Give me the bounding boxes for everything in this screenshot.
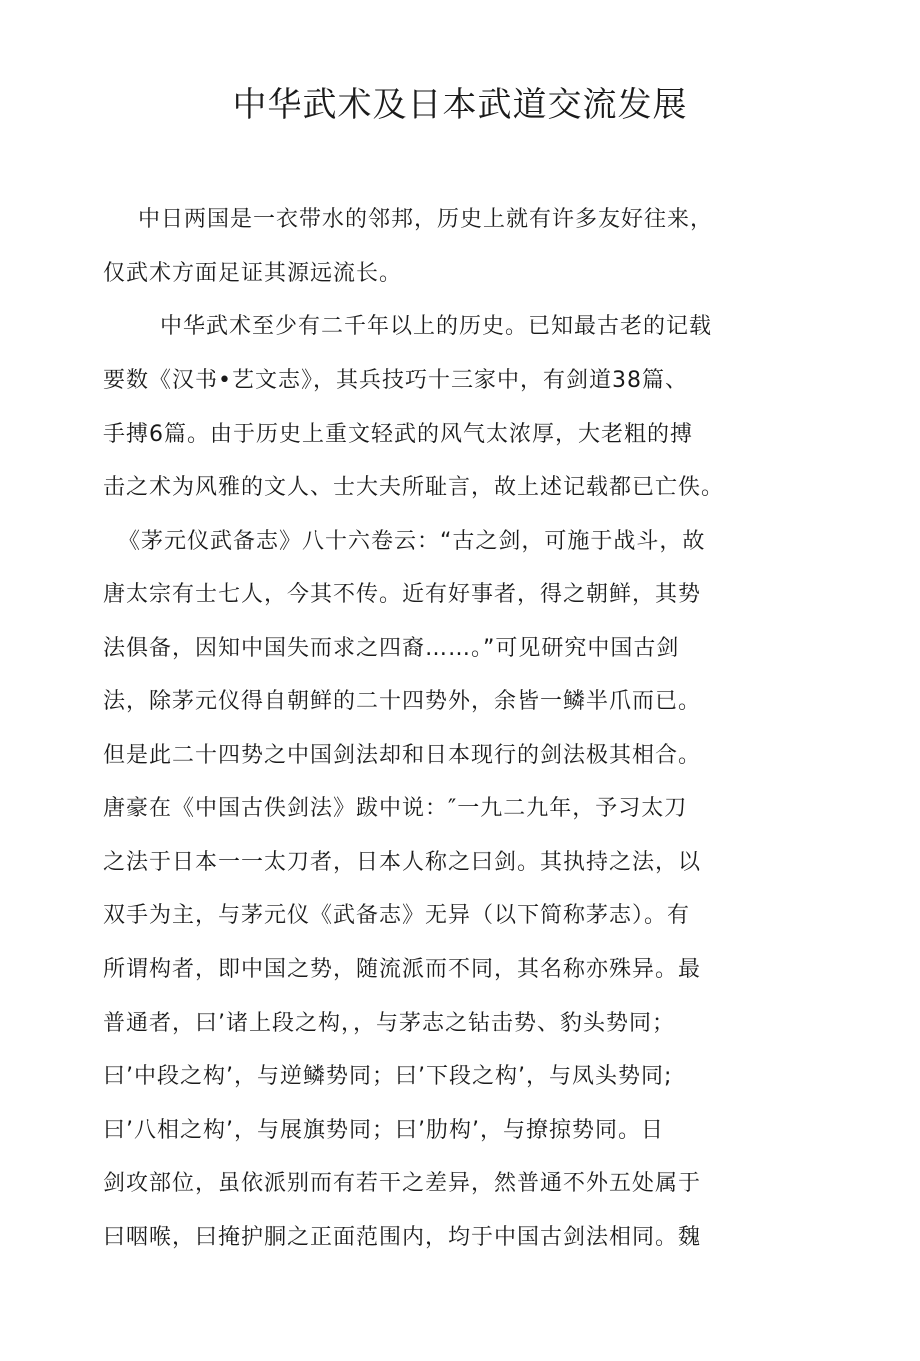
- text-line: 之法于日本一一太刀者，日本人称之曰剑。其执持之法，以: [103, 850, 702, 875]
- text-line: 普通者，曰’诸上段之构，，与茅志之钻击势、豹头势同；: [103, 1011, 675, 1036]
- text-line: 曰’八相之构’，与展旗势同；曰’肋构’，与撩掠势同。日: [103, 1118, 664, 1143]
- document-title: 中华武术及日本武道交流发展: [232, 85, 688, 125]
- text-line: 唐太宗有士七人，今其不传。近有好事者，得之朝鲜，其势: [103, 582, 702, 607]
- text-line: 击之术为风雅的文人、士大夫所耻言，故上述记载都已亡佚。: [103, 475, 725, 500]
- text-line: 唐豪在《中国古佚剑法》跋中说：″一九二九年，予习太刀: [103, 796, 688, 821]
- text-line: 仅武术方面足证其源远流长。: [103, 261, 403, 286]
- text-line: 曰’中段之构’，与逆鳞势同；曰’下段之构’，与凤头势同;: [103, 1064, 673, 1089]
- text-line: 中华武术至少有二千年以上的历史。已知最古老的记载: [160, 314, 713, 339]
- text-line: 手搏6篇。由于历史上重文轻武的风气太浓厚，大老粗的搏: [103, 422, 693, 447]
- text-line: 《茅元仪武备志》八十六卷云：“古之剑，可施于战斗，故: [118, 529, 706, 554]
- text-line: 剑攻部位，虽依派别而有若干之差异，然普通不外五处属于: [103, 1171, 702, 1196]
- text-line: 中日两国是一衣带水的邻邦，历史上就有许多友好往来，: [138, 207, 714, 232]
- text-line: 但是此二十四势之中国剑法却和日本现行的剑法极其相合。: [103, 743, 702, 768]
- text-line: 法，除茅元仪得自朝鲜的二十四势外，余皆一鳞半爪而已。: [103, 689, 702, 714]
- text-line: 曰咽喉，曰掩护胴之正面范围内，均于中国古剑法相同。魏: [103, 1225, 702, 1250]
- text-line: 双手为主，与茅元仪《武备志》无异（以下简称茅志）。有: [103, 903, 691, 928]
- text-line: 要数《汉书•艺文志》，其兵技巧十三家中，有剑道38篇、: [103, 368, 688, 393]
- text-line: 所谓构者，即中国之势，随流派而不同，其名称亦殊异。最: [103, 957, 702, 982]
- text-line: 法俱备，因知中国失而求之四裔……。”可见研究中国古剑: [103, 636, 680, 661]
